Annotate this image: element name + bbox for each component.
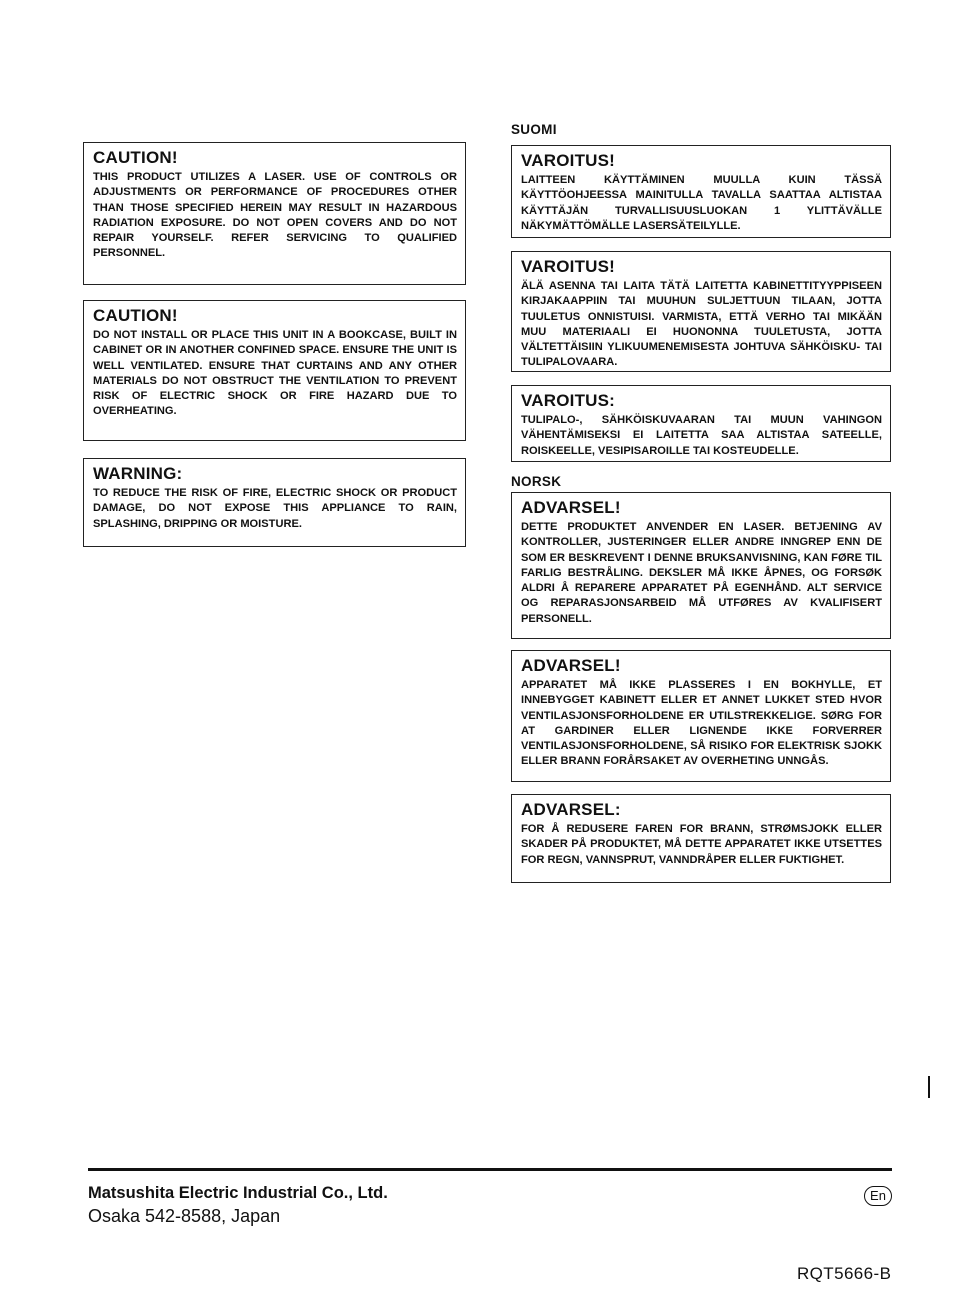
box-text: FOR Å REDUSERE FAREN FOR BRANN, STRØMSJOKK ELLER SKADER PÅ PRODUKTET, MÅ DETTE APPARATET IKKE UTSETTES FOR REGN, VANNSPRUT, VANNDRÅPER ELLER FUKTIGHET. — [521, 823, 882, 866]
box-text: THIS PRODUCT UTILIZES A LASER. USE OF CONTROLS OR ADJUSTMENTS OR PERFORMANCE OF PROCEDURES OTHER THAN THOSE SPECIFIED HEREIN MAY RESULT IN HAZARDOUS RADIATION EXPOSURE. DO NOT OPEN COVERS AND DO NOT REPAIR YOURSELF. REFER SERVICING TO QUALIFIED PERSONNEL. — [93, 171, 457, 260]
box-text: APPARATET MÅ IKKE PLASSERES I EN BOKHYLLE, ET INNEBYGGET KABINETT ELLER ET ANNET LUKKET STED HVOR VENTILASJONSFORHOLDENE ER UTILSTREKKELIGE. SØRG FOR AT GARDINER ELLER LIGNENDE IKKE FORVERRER VENTILASJONSFORHOLDENE, SÅ RISIKO FOR ELEKTRISK SJOKK ELLER BRANN FORÅRSAKET AV OVERHETING UNNGÅS. — [521, 679, 882, 768]
varoitus-laser-box — [511, 145, 891, 238]
box-text: ÄLÄ ASENNA TAI LAITA TÄTÄ LAITETTA KABINETTITYYPPISEEN KIRJAKAAPPIIN TAI MUUHUN SULJETTUUN TILAAN, JOTTA TUULETUS ONNISTUISI. VARMISTA, ETTÄ VERHO TAI MIKÄÄN MUU MATERIAALI EI HUONONNA TUULETUSTA, JOTTA VÄLTETTÄISIIN YLIKUUMENEMISESTA JOHTUVA SÄHKÖISKU- TAI TULIPALOVAARA. — [521, 280, 882, 369]
box-title: VAROITUS! — [521, 257, 616, 276]
box-text: TO REDUCE THE RISK OF FIRE, ELECTRIC SHOCK OR PRODUCT DAMAGE, DO NOT EXPOSE THIS APPLIANCE TO RAIN, SPLASHING, DRIPPING OR MOISTURE. — [93, 487, 457, 530]
caution-ventilation-box — [83, 300, 466, 441]
caution-laser-box — [83, 142, 466, 285]
box-text: DETTE PRODUKTET ANVENDER EN LASER. BETJENING AV KONTROLLER, JUSTERINGER ELLER ANDRE INNGREP ENN DE SOM ER BESKREVENT I DENNE BRUKSANVISNING, KAN FØRE TIL FARLIG BESTRÅLING. DEKSLER MÅ IKKE ÅPNES, OG FORSØK ALDRI Å REPARERE APPARATET PÅ EGENHÅND. ALT SERVICE OG REPARASJONSARBEID MÅ UTFØRES AV KVALIFISERT PERSONELL. — [521, 521, 882, 625]
box-text: DO NOT INSTALL OR PLACE THIS UNIT IN A BOOKCASE, BUILT IN CABINET OR IN ANOTHER CONFINED SPACE. ENSURE THE UNIT IS WELL VENTILATED. ENSURE THAT CURTAINS AND ANY OTHER MATERIALS DO NOT OBSTRUCT THE VENTILATION TO PREVENT RISK OF ELECTRIC SHOCK OR FIRE HAZARD DUE TO OVERHEATING. — [93, 329, 457, 418]
language-badge-icon: En — [864, 1186, 892, 1206]
box-title: WARNING: — [93, 464, 183, 483]
box-title: ADVARSEL! — [521, 656, 621, 675]
margin-mark — [928, 1076, 930, 1098]
advarsel-ventilation-box — [511, 650, 891, 782]
model-code: RQT5666-B — [797, 1264, 892, 1283]
box-title: CAUTION! — [93, 148, 178, 167]
advarsel-laser-box — [511, 492, 891, 639]
box-text: TULIPALO-, SÄHKÖISKUVAARAN TAI MUUN VAHINGON VÄHENTÄMISEKSI EI LAITETTA SAA ALTISTAA SATEELLE, ROISKEELLE, VESIPISAROILLE TAI KOSTEUDELLE. — [521, 414, 882, 457]
advarsel-moisture-box — [511, 794, 891, 883]
footer-rule — [88, 1168, 892, 1171]
box-title: CAUTION! — [93, 306, 178, 325]
company-address: Osaka 542-8588, Japan — [88, 1206, 281, 1226]
box-title: VAROITUS: — [521, 391, 616, 410]
box-title: VAROITUS! — [521, 151, 616, 170]
varoitus-ventilation-box — [511, 251, 891, 372]
box-text: LAITTEEN KÄYTTÄMINEN MUULLA KUIN TÄSSÄ KÄYTTÖOHJEESSA MAINITULLA TAVALLA SAATTAA ALTISTAA KÄYTTÄJÄN TURVALLISUUSLUOKAN 1 YLITTÄVÄLLE NÄKYMÄTTÖMÄLLE LASERSÄTEILYLLE. — [521, 174, 882, 232]
box-title: ADVARSEL! — [521, 498, 621, 517]
box-title: ADVARSEL: — [521, 800, 621, 819]
section-label-suomi: SUOMI — [511, 122, 557, 137]
varoitus-moisture-box — [511, 385, 891, 462]
section-label-norsk: NORSK — [511, 474, 562, 489]
warning-moisture-box — [83, 458, 466, 547]
company-name: Matsushita Electric Industrial Co., Ltd. — [88, 1184, 388, 1202]
